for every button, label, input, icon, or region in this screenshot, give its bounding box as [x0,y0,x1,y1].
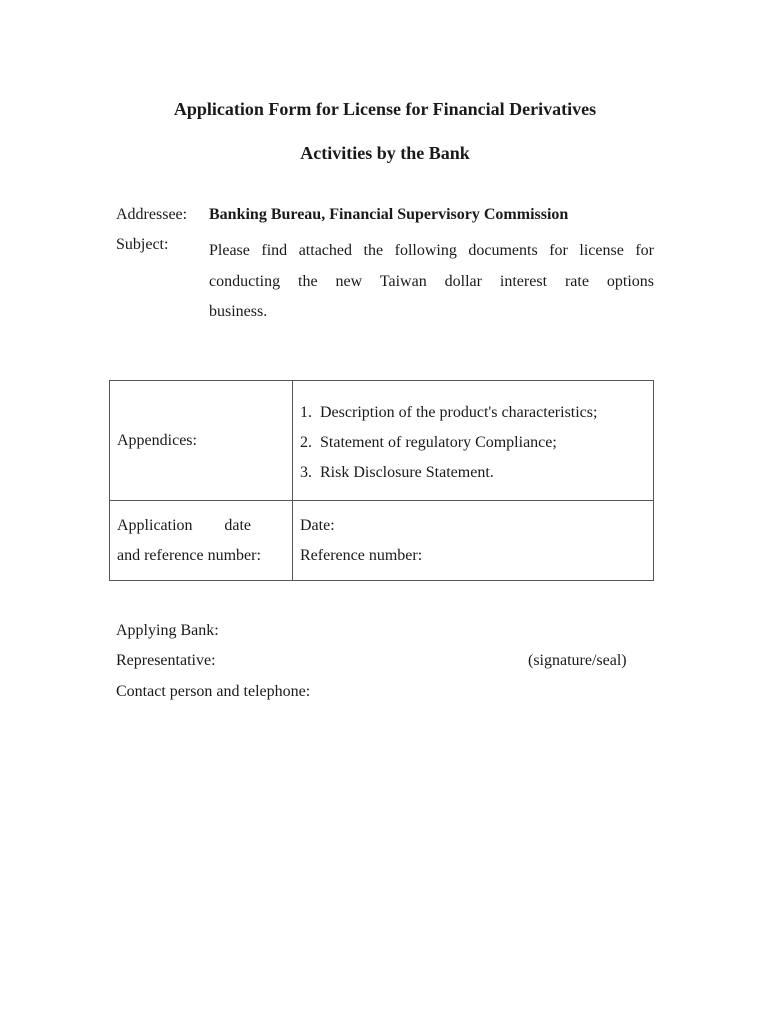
appendix-item-2: 2. Statement of regulatory Compliance; [300,433,557,451]
subject-line-1: Please find attached the following documents for license for [209,242,654,259]
addressee-value: Banking Bureau, Financial Supervisory Commission [209,206,569,223]
application-label-word: Application [117,516,193,534]
reference-number-field: Reference number: [300,546,423,564]
appendix-item-1: 1. Description of the product's characteristics; [300,403,598,421]
appendix-item-3: 3. Risk Disclosure Statement. [300,463,494,481]
applying-bank-label: Applying Bank: [116,622,219,639]
date-label-word: date [224,516,251,534]
application-value-cell [293,501,654,581]
appendices-label: Appendices: [117,431,197,449]
form-title-line-1: Application Form for License for Financial Derivatives [173,99,597,119]
subject-line-3: business. [209,303,268,320]
appendices-label-cell [110,381,293,501]
appendices-list-cell [293,381,654,501]
signature-seal-label: (signature/seal) [528,652,627,669]
application-date-label [117,511,251,541]
subject-line-2: conducting the new Taiwan dollar interest rate options [209,272,654,290]
appendix-row [110,381,654,501]
subject-label: Subject: [116,236,169,253]
representative-label: Representative: [116,652,216,669]
addressee-label: Addressee: [116,206,188,223]
application-label-cell [110,501,293,581]
reference-number-label: and reference number: [117,546,261,564]
application-row [110,501,654,581]
form-title-line-2: Activities by the Bank [300,143,470,163]
contact-label: Contact person and telephone: [116,683,311,700]
date-field: Date: [300,516,335,534]
appendices-list [300,394,646,488]
appendix-table [109,380,654,581]
subject-text [209,236,654,328]
